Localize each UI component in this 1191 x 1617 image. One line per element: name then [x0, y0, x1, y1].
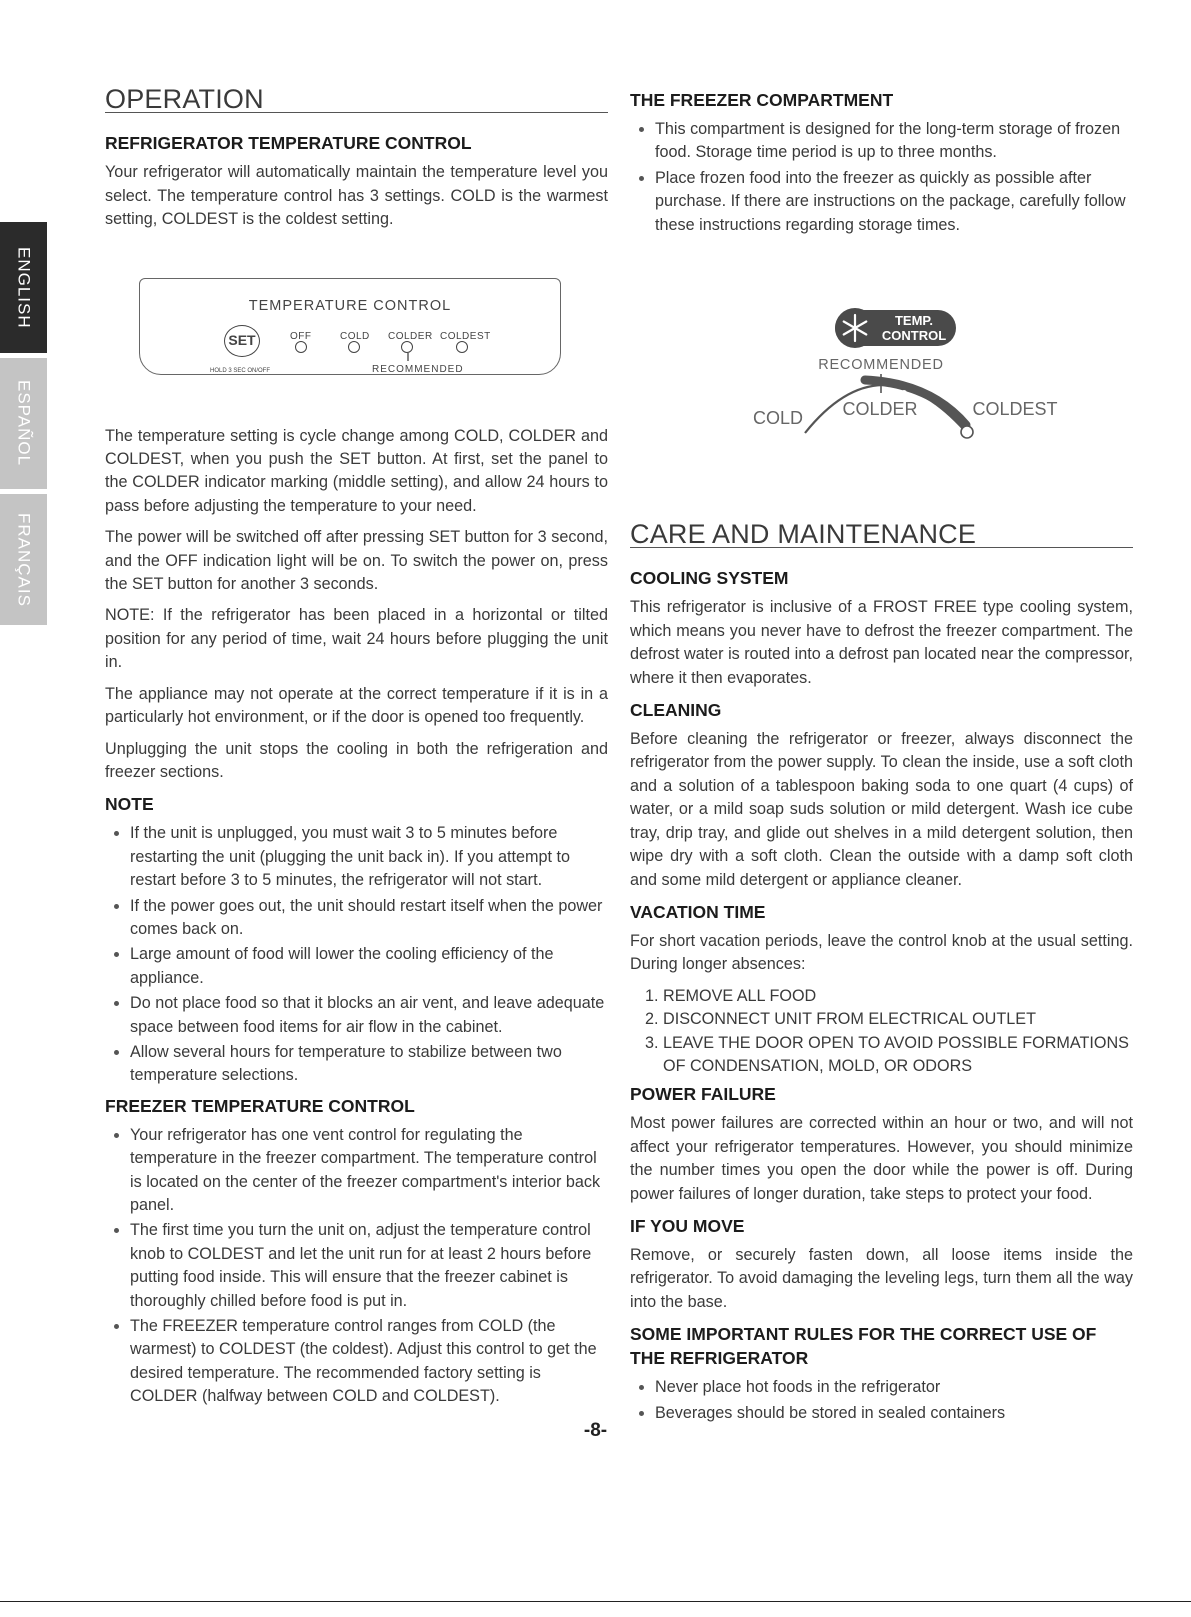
freezer-temp-heading: FREEZER TEMPERATURE CONTROL	[105, 1095, 415, 1116]
cleaning-text: Before cleaning the refrigerator or freezer, always disconnect the refrigerator from the power supply. To clean the inside, use a soft cloth and a solution of a tablespoon baking soda to one quart (4 cups) of water, or a mild soap suds solution or mild detergent. Wash ice cube tray, drip tray, and glide out shelves in a mild detergent solution, then wipe dry with a soft cloth. Clean the outside with a damp soft cloth and some mild detergent or appliance cleaner.	[630, 730, 1133, 889]
list-item: • If the power goes out, the unit should restart itself when the power comes back on.	[130, 895, 608, 942]
label-coldest: COLDEST	[440, 330, 491, 342]
vacation-text: For short vacation periods, leave the control knob at the usual setting. During longer absences:	[630, 931, 1133, 974]
set-button[interactable]: SET	[224, 325, 260, 357]
list-item: • Never place hot foods in the refrigerator	[655, 1376, 1133, 1399]
list-item: 3. LEAVE THE DOOR OPEN TO AVOID POSSIBLE FORMATIONS OF CONDENSATION, MOLD, OR ODORS	[663, 1032, 1133, 1079]
bottom-divider	[0, 1601, 1191, 1602]
label-cold: COLD	[340, 330, 370, 342]
panel-title: TEMPERATURE CONTROL	[248, 297, 452, 314]
freezer-comp-list	[630, 118, 1133, 237]
note-list	[105, 822, 608, 1087]
list-item: • Place frozen food into the freezer as quickly as possible after purchase. If there are instructions on the package, carefully follow these instructions regarding storage times.	[655, 167, 1133, 237]
move-text: Remove, or securely fasten down, all loose items inside the refrigerator. To avoid damaging the leveling legs, turn them all the way into the base.	[630, 1245, 1133, 1311]
indicator-off	[295, 341, 307, 353]
para-4: The appliance may not operate at the correct temperature if it is in a particularly hot environment, or if the door is opened too frequently.	[105, 684, 608, 727]
rules-heading: SOME IMPORTANT RULES FOR THE CORRECT USE OF THE REFRIGERATOR	[630, 1324, 1097, 1369]
ref-temp-heading: REFRIGERATOR TEMPERATURE CONTROL	[105, 133, 472, 154]
freezer-comp-heading: THE FREEZER COMPARTMENT	[630, 90, 894, 110]
para-5: Unplugging the unit stops the cooling in both the refrigeration and freezer sections.	[105, 739, 608, 781]
indicator-coldest	[456, 341, 468, 353]
indicator-colder	[401, 341, 413, 353]
power-heading: POWER FAILURE	[630, 1084, 776, 1105]
badge-line2: CONTROL	[881, 328, 947, 344]
operation-title: OPERATION	[105, 88, 608, 113]
para-3: NOTE: If the refrigerator has been placed in a horizontal or tilted position for any period of time, wait 24 hours before plugging the unit in.	[105, 606, 608, 672]
language-tabs	[0, 222, 47, 630]
dial-colder: COLDER	[842, 399, 918, 420]
rules-list	[630, 1376, 1133, 1425]
freezer-dial	[630, 243, 1133, 523]
list-item: • This compartment is designed for the long-term storage of frozen food. Storage time period is up to three months.	[655, 118, 1133, 165]
para-2: The power will be switched off after pressing SET button for 3 second, and the OFF indication light will be on. To switch the power on, press the SET button for another 3 seconds.	[105, 528, 608, 594]
list-item: • Do not place food so that it blocks an air vent, and leave adequate space between food items for air flow in the cabinet.	[130, 992, 608, 1039]
list-item: • Beverages should be stored in sealed containers	[655, 1402, 1133, 1425]
list-item: • If the unit is unplugged, you must wait 3 to 5 minutes before restarting the unit (plugging the unit back in). If you attempt to restart before 3 to 5 minutes, the refrigerator will not start.	[130, 822, 608, 892]
care-title: CARE AND MAINTENANCE	[630, 523, 1133, 548]
temperature-panel-figure	[105, 240, 608, 425]
label-colder: COLDER	[388, 330, 433, 342]
dial-cold: COLD	[752, 408, 804, 429]
freezer-dial-figure	[630, 243, 1133, 523]
cleaning-heading: CLEANING	[630, 700, 722, 721]
indicator-cold	[348, 341, 360, 353]
tab-francais[interactable]	[0, 494, 47, 625]
dial-coldest: COLDEST	[972, 399, 1058, 420]
label-off: OFF	[290, 330, 312, 342]
tab-espanol[interactable]	[0, 358, 47, 489]
list-item: • Allow several hours for temperature to stabilize between two temperature selections.	[130, 1041, 608, 1088]
freezer-temp-list	[105, 1124, 608, 1409]
panel-recommended: RECOMMENDED	[372, 363, 464, 375]
hold-label: HOLD 3 SEC ON/OFF	[210, 367, 271, 374]
list-item: • The FREEZER temperature control ranges from COLD (the warmest) to COLDEST (the coldest). Adjust this control to get the desired temperature. The recommended factory setting is COLDER (halfway between COLD and COLDEST).	[130, 1315, 608, 1409]
vacation-steps	[630, 985, 1133, 1079]
dial-dot	[931, 405, 937, 411]
cooling-text: This refrigerator is inclusive of a FROST FREE type cooling system, which means you never have to defrost the freezer compartment. The defrost water is routed into a defrost pan located near the compressor, where it then evaporates.	[630, 598, 1133, 687]
badge-line1: TEMP.	[894, 313, 934, 329]
ref-temp-intro: Your refrigerator will automatically maintain the temperature level you select. The temperature control has 3 settings. COLD is the warmest setting, COLDEST is the coldest setting.	[105, 163, 608, 229]
tab-espanol-label: ESPAÑOL	[14, 380, 34, 467]
note-heading: NOTE	[105, 794, 154, 815]
tab-english[interactable]	[0, 222, 47, 353]
temp-control-badge	[835, 308, 956, 348]
left-column	[105, 84, 608, 1415]
move-heading: IF YOU MOVE	[630, 1215, 745, 1236]
cooling-heading: COOLING SYSTEM	[630, 568, 789, 589]
tab-english-label: ENGLISH	[14, 246, 34, 329]
tab-francais-label: FRANÇAIS	[14, 512, 34, 607]
list-item: • Large amount of food will lower the cooling efficiency of the appliance.	[130, 943, 608, 990]
dial-knob	[961, 426, 973, 438]
dial-dot	[901, 390, 907, 396]
vacation-heading: VACATION TIME	[630, 901, 766, 922]
list-item: 2. DISCONNECT UNIT FROM ELECTRICAL OUTLET	[663, 1008, 1133, 1031]
temperature-control-panel	[139, 278, 561, 375]
list-item: 1. REMOVE ALL FOOD	[663, 985, 1133, 1008]
power-text: Most power failures are corrected within an hour or two, and will not affect your refrigerator temperatures. However, you should minimize the number times you open the door while the power is off. During power failures of longer duration, take steps to protect your food.	[630, 1114, 1133, 1203]
dial-recommended: RECOMMENDED	[818, 357, 944, 374]
list-item: • The first time you turn the unit on, adjust the temperature control knob to COLDEST and let the unit run for at least 2 hours before putting food inside. This will ensure that the freezer cabinet is thoroughly chilled before food is put in.	[130, 1219, 608, 1313]
para-1: The temperature setting is cycle change among COLD, COLDER and COLDEST, when you push the SET button. At first, set the panel to the COLDER indicator marking (middle setting), and allow 24 hours to pass before adjusting the temperature to your need.	[105, 426, 608, 515]
right-column	[630, 88, 1133, 1431]
list-item: • Your refrigerator has one vent control for regulating the temperature in the freezer compartment. The temperature control is located on the center of the freezer compartment's interior back panel.	[130, 1124, 608, 1218]
page-number: -8-	[583, 1420, 608, 1441]
